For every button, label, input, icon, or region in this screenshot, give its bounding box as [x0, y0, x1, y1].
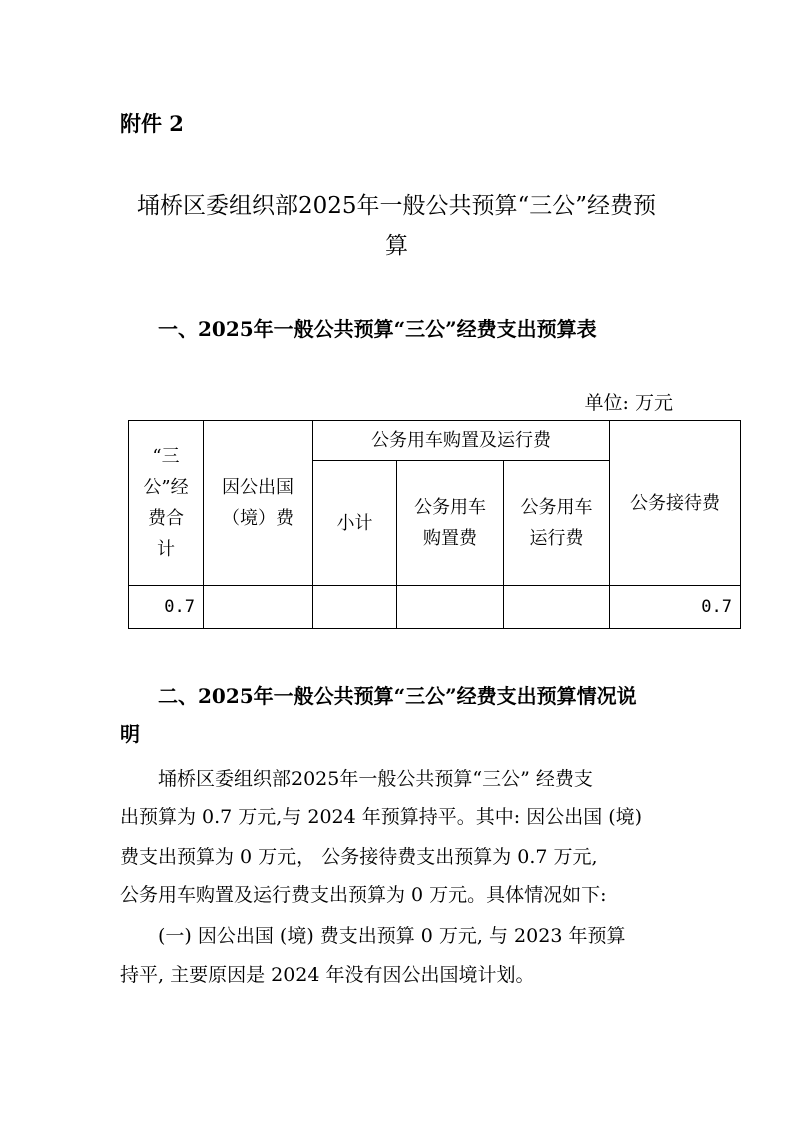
cell-subtotal — [313, 586, 397, 629]
header-vehicle-group: 公务用车购置及运行费 — [313, 421, 610, 461]
header-reception: 公务接待费 — [610, 421, 741, 586]
header-vehicle-purchase: 公务用车 购置费 — [397, 461, 504, 586]
document-title-line2: 算 — [385, 233, 408, 259]
header-vehicle-operate: 公务用车 运行费 — [504, 461, 610, 586]
attachment-label: 附件 2 — [120, 111, 184, 136]
unit-label: 单位: 万元 — [584, 392, 673, 414]
document-title-line1: 埇桥区委组织部2025年一般公共预算“三公”经费预 — [136, 193, 657, 219]
header-total: “三 公”经 费合 计 — [129, 421, 204, 586]
header-subtotal: 小计 — [313, 461, 397, 586]
cell-total: 0.7 — [129, 586, 204, 629]
cell-reception: 0.7 — [610, 586, 741, 629]
cell-operate — [504, 586, 610, 629]
section2-heading-line2: 明 — [120, 722, 140, 746]
paragraph-line: 埇桥区委组织部2025年一般公共预算“三公” 经费支 — [158, 768, 593, 790]
paragraph-line: (一) 因公出国 (境) 费支出预算 0 万元, 与 2023 年预算 — [158, 925, 626, 947]
section2-heading-line1: 二、2025年一般公共预算“三公”经费支出预算情况说 — [158, 684, 637, 708]
paragraph-line: 费支出预算为 0 万元， 公务接待费支出预算为 0.7 万元, — [120, 846, 598, 868]
cell-purchase — [397, 586, 504, 629]
paragraph-line: 持平, 主要原因是 2024 年没有因公出国境计划。 — [120, 964, 535, 986]
cell-abroad — [204, 586, 313, 629]
paragraph-line: 公务用车购置及运行费支出预算为 0 万元。具体情况如下: — [120, 884, 607, 906]
budget-table — [128, 420, 741, 629]
header-abroad: 因公出国 （境）费 — [204, 421, 313, 586]
table-row — [129, 586, 741, 629]
paragraph-line: 出预算为 0.7 万元,与 2024 年预算持平。其中: 因公出国 (境) — [120, 806, 643, 828]
section1-heading: 一、2025年一般公共预算“三公”经费支出预算表 — [158, 317, 597, 341]
